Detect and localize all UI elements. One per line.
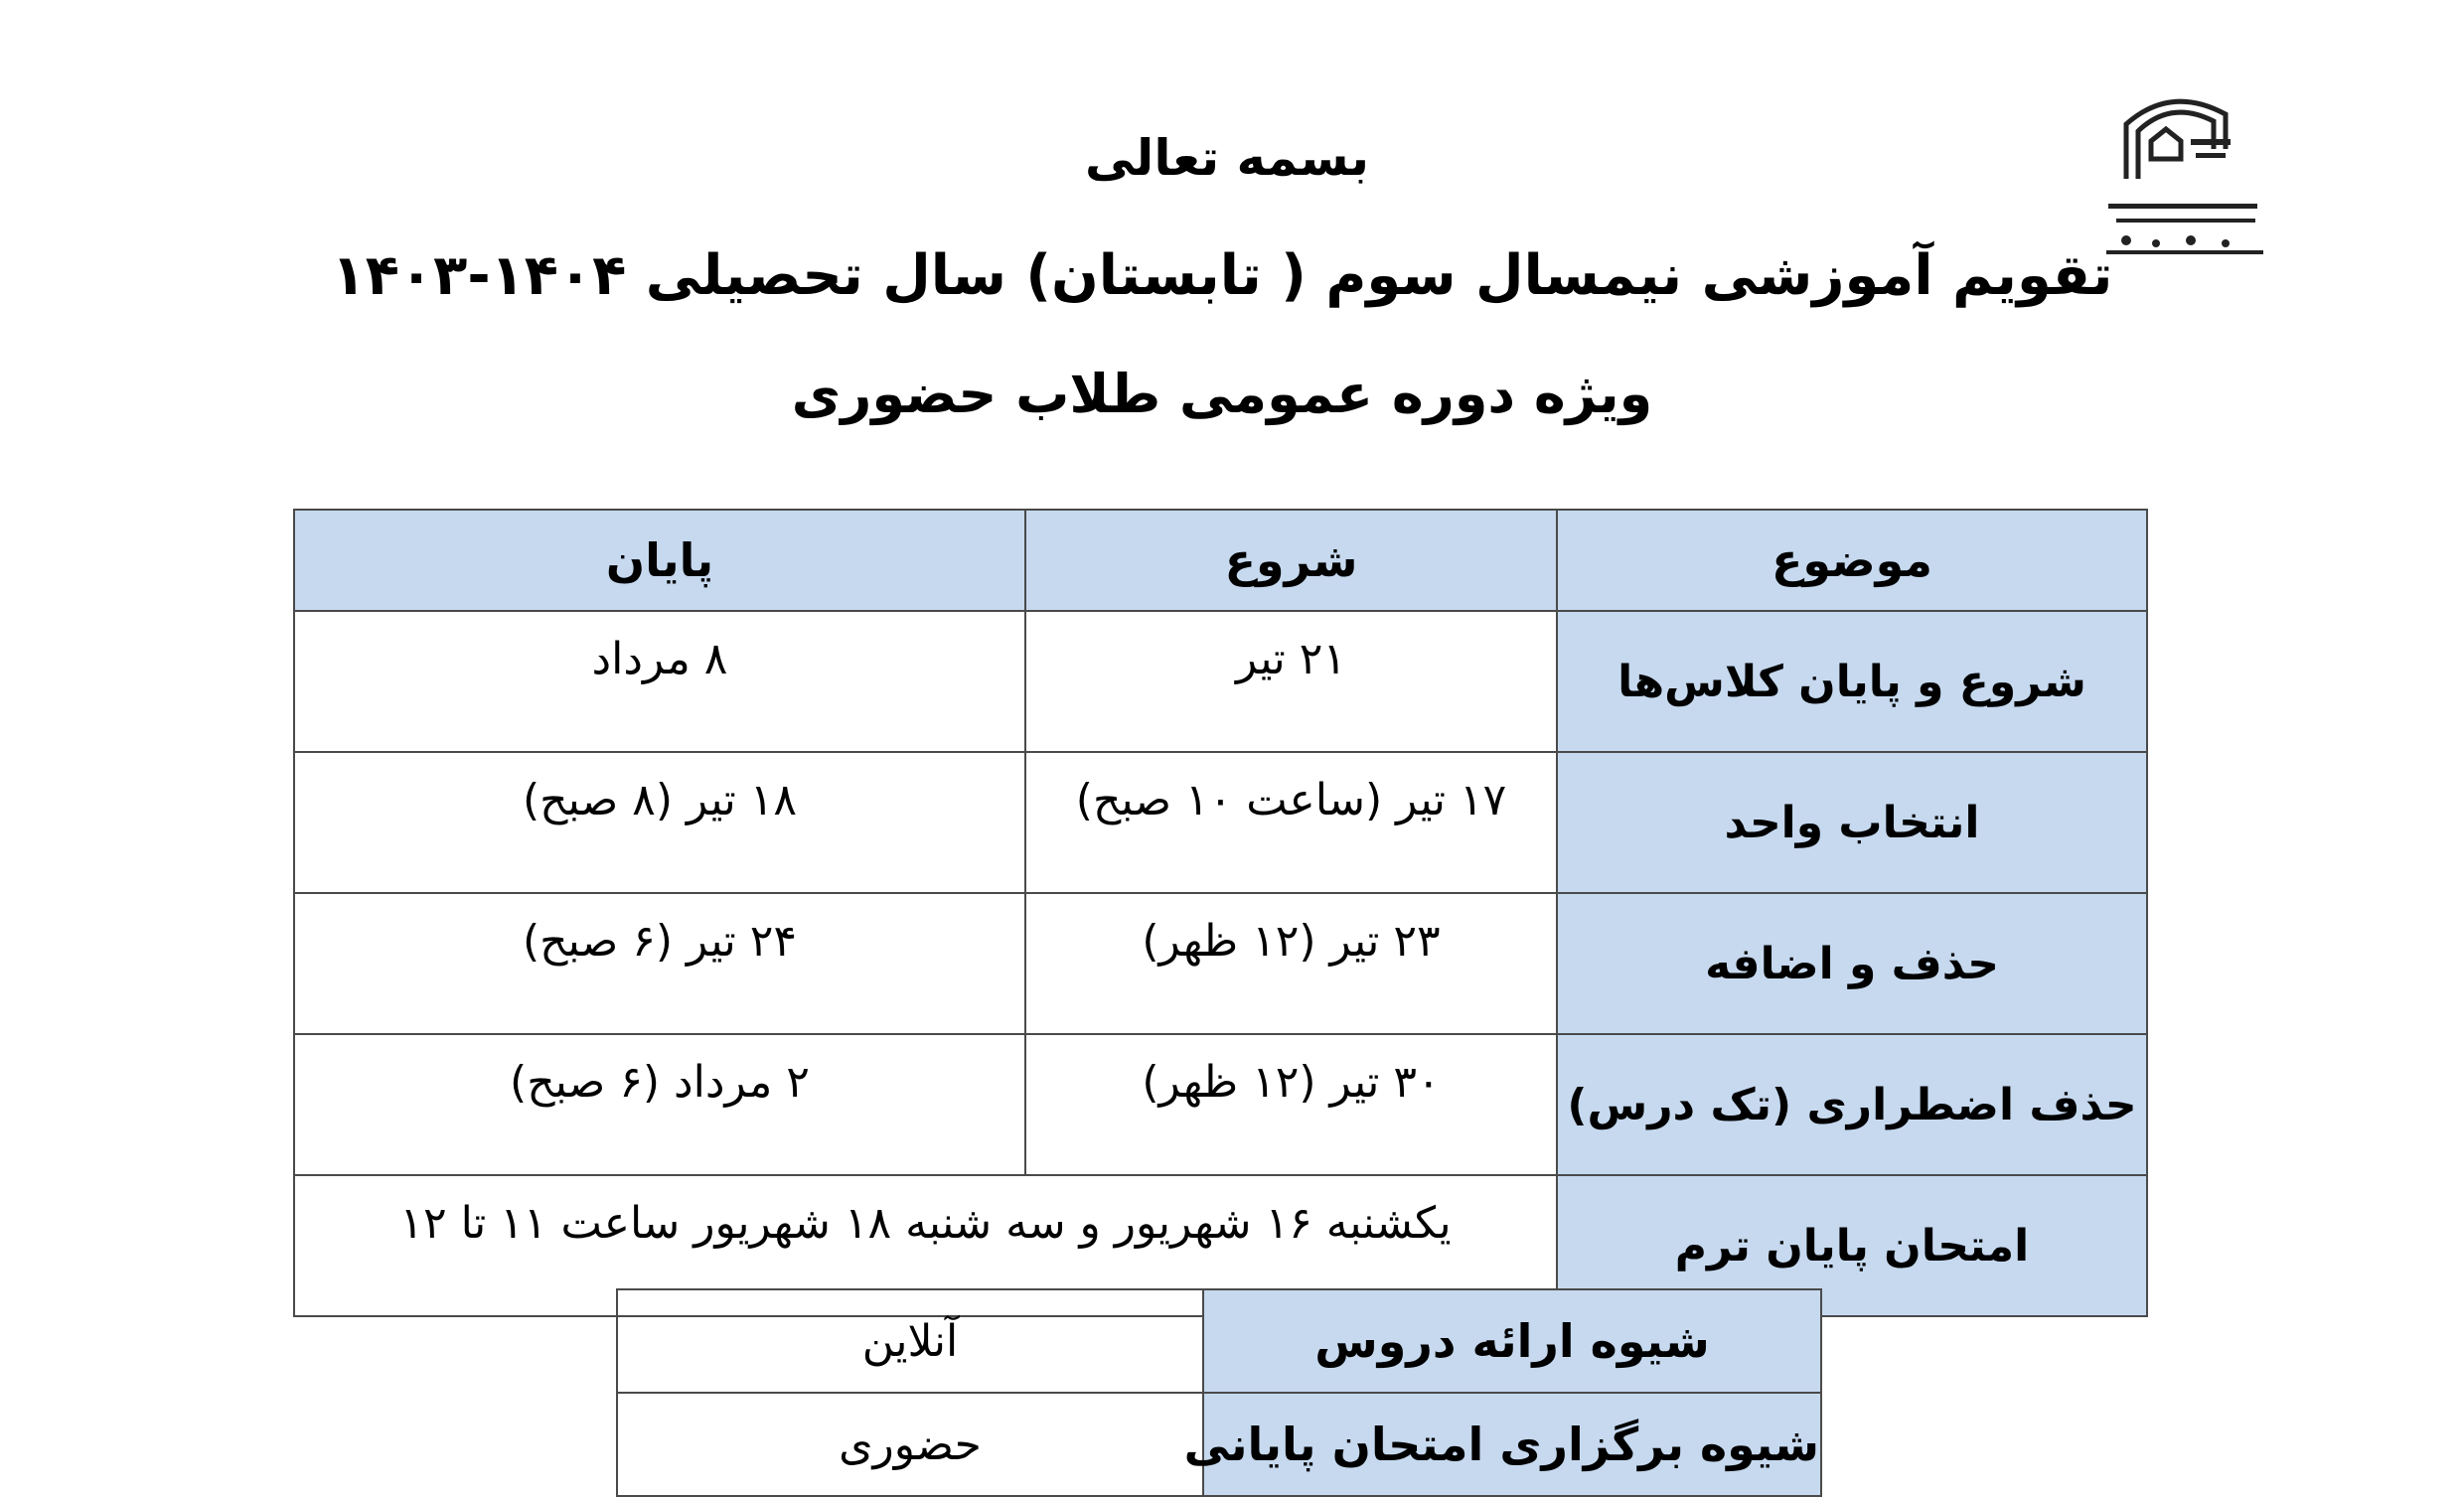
table-row — [617, 1393, 1821, 1496]
header-start: شروع — [1025, 510, 1557, 611]
row-topic: انتخاب واحد — [1557, 752, 2147, 893]
row-start: ۳۰ تیر (۱۲ ظهر) — [1025, 1034, 1557, 1175]
delivery-mode-table — [616, 1288, 1822, 1497]
row-end: ۲ مرداد (۶ صبح) — [294, 1034, 1025, 1175]
exam-schedule-value: یکشنبه ۱۶ شهریور و سه شنبه ۱۸ شهریور ساعت ۱۱ تا ۱۲ — [294, 1175, 1557, 1316]
mode-value: آنلاین — [617, 1289, 1203, 1393]
header-topic: موضوع — [1557, 510, 2147, 611]
row-end: ۸ مرداد — [294, 611, 1025, 752]
table-row — [294, 611, 2147, 752]
mode-label: شیوه برگزاری امتحان پایانی — [1203, 1393, 1821, 1496]
row-topic: شروع و پایان کلاس‌ها — [1557, 611, 2147, 752]
row-topic: حذف و اضافه — [1557, 893, 2147, 1034]
page-title: تقویم آموزشی نیمسال سوم ( تابستان) سال تحصیلی ۱۴۰۴-۱۴۰۳ — [331, 243, 2113, 308]
row-start: ۲۱ تیر — [1025, 611, 1557, 752]
table-header-row — [294, 510, 2147, 611]
invocation-heading: بسمه تعالی — [1084, 129, 1370, 187]
table-row — [294, 752, 2147, 893]
header-end: پایان — [294, 510, 1025, 611]
page-subtitle: ویژه دوره عمومی طلاب حضوری — [791, 363, 1653, 425]
row-end: ۲۴ تیر (۶ صبح) — [294, 893, 1025, 1034]
mode-label: شیوه ارائه دروس — [1203, 1289, 1821, 1393]
row-topic: حذف اضطراری (تک درس) — [1557, 1034, 2147, 1175]
row-topic: امتحان پایان ترم — [1557, 1175, 2147, 1316]
table-row — [617, 1289, 1821, 1393]
table-row — [294, 893, 2147, 1034]
row-end: ۱۸ تیر (۸ صبح) — [294, 752, 1025, 893]
mode-value: حضوری — [617, 1393, 1203, 1496]
table-row — [294, 1034, 2147, 1175]
row-start: ۲۳ تیر (۱۲ ظهر) — [1025, 893, 1557, 1034]
row-start: ۱۷ تیر (ساعت ۱۰ صبح) — [1025, 752, 1557, 893]
calendar-table — [293, 509, 2148, 1317]
